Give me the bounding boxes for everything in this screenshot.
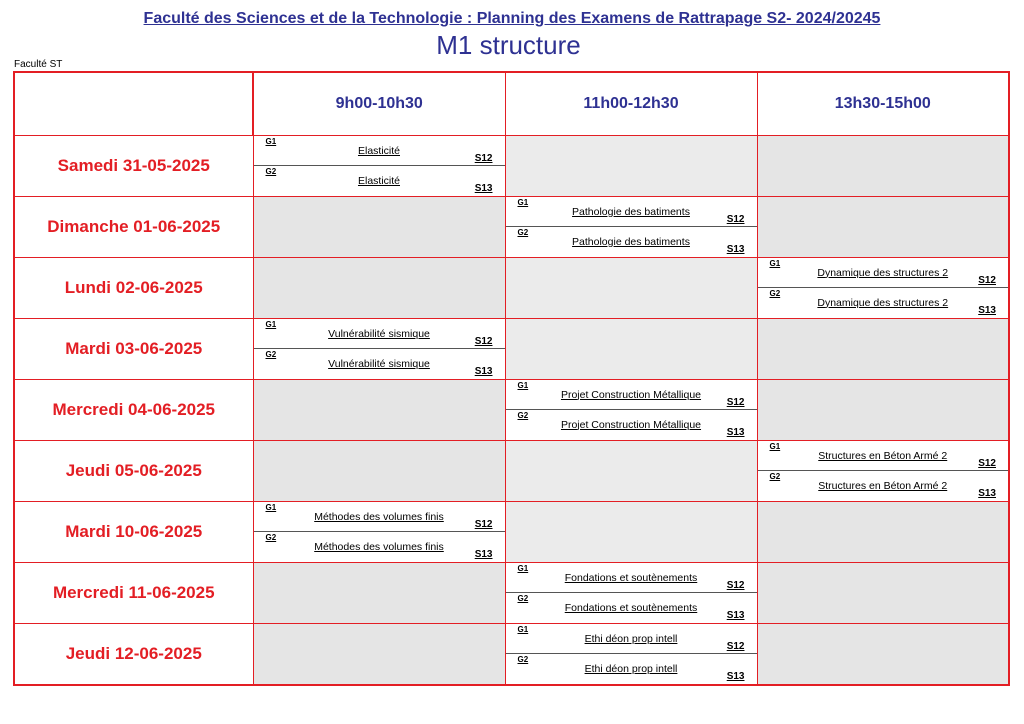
exam-cell	[505, 562, 757, 623]
exam-entry	[506, 624, 757, 654]
room-label: S13	[726, 426, 745, 438]
faculty-label: Faculté ST	[14, 59, 63, 70]
subject-label: Projet Construction Métallique	[560, 418, 702, 431]
room-label: S13	[978, 487, 996, 499]
day-cell: Mercredi 04-06-2025	[14, 379, 253, 440]
subject-label: Structures en Béton Armé 2	[818, 449, 948, 462]
exam-entry	[506, 410, 757, 440]
table-row	[14, 318, 1009, 379]
exam-cell	[505, 379, 757, 440]
day-cell: Jeudi 05-06-2025	[14, 440, 253, 501]
time-slot-header: 9h00-10h30	[253, 72, 505, 135]
subject-label: Structures en Béton Armé 2	[818, 479, 948, 492]
table-row	[14, 623, 1009, 685]
subject-label: Projet Construction Métallique	[560, 388, 702, 401]
room-label: S12	[474, 335, 493, 347]
table-row	[14, 196, 1009, 257]
exam-cell	[757, 440, 1009, 501]
room-label: S13	[474, 548, 493, 560]
group-label: G1	[517, 197, 529, 207]
exam-entry	[254, 532, 505, 562]
exam-cell	[505, 623, 757, 685]
exam-entry	[254, 136, 505, 166]
room-label: S12	[978, 274, 996, 286]
exam-entry	[254, 319, 505, 349]
group-label: G2	[769, 288, 781, 298]
room-label: S13	[474, 182, 493, 194]
exam-entry	[254, 166, 505, 196]
table-row	[14, 135, 1009, 196]
exam-entry	[506, 563, 757, 593]
exam-entry	[506, 380, 757, 410]
subject-label: Vulnérabilité sismique	[328, 327, 430, 340]
group-label: G2	[517, 593, 529, 603]
empty-slot-cell	[253, 562, 505, 623]
empty-slot-cell	[757, 623, 1009, 685]
group-label: G1	[517, 624, 529, 634]
group-label: G1	[769, 258, 781, 268]
exam-cell	[253, 501, 505, 562]
subject-label: Pathologie des batiments	[572, 235, 690, 248]
exam-entry	[758, 441, 1009, 471]
group-label: G1	[517, 380, 529, 390]
room-label: S13	[978, 304, 996, 316]
room-label: S12	[726, 640, 745, 652]
exam-entry	[506, 654, 757, 684]
subject-label: Elasticité	[357, 174, 400, 187]
subject-label: Méthodes des volumes finis	[314, 540, 444, 553]
empty-slot-cell	[505, 501, 757, 562]
empty-slot-cell	[757, 135, 1009, 196]
empty-slot-cell	[757, 501, 1009, 562]
group-label: G2	[517, 410, 529, 420]
empty-slot-cell	[505, 135, 757, 196]
exam-entry	[506, 227, 757, 257]
group-label: G2	[265, 532, 277, 542]
group-label: G2	[265, 349, 277, 359]
document-title: Faculté des Sciences et de la Technologie : Planning des Examens de Rattrapage S2- 2024/20245	[143, 10, 881, 27]
subject-label: Fondations et soutènements	[564, 601, 698, 614]
empty-slot-cell	[757, 196, 1009, 257]
header-corner-cell	[14, 72, 253, 135]
subject-label: Méthodes des volumes finis	[314, 510, 444, 523]
group-label: G2	[265, 166, 277, 176]
subject-label: Elasticité	[357, 144, 400, 157]
exam-entry	[506, 593, 757, 623]
day-cell: Mardi 03-06-2025	[14, 318, 253, 379]
subject-label: Ethi déon prop intell	[584, 662, 678, 675]
empty-slot-cell	[757, 318, 1009, 379]
group-label: G2	[769, 471, 781, 481]
time-slot-header: 11h00-12h30	[505, 72, 757, 135]
day-cell: Jeudi 12-06-2025	[14, 623, 253, 685]
subject-label: Pathologie des batiments	[572, 205, 690, 218]
table-row	[14, 440, 1009, 501]
room-label: S12	[726, 396, 745, 408]
day-cell: Lundi 02-06-2025	[14, 257, 253, 318]
exam-entry	[254, 349, 505, 379]
room-label: S12	[474, 152, 493, 164]
subject-label: Dynamique des structures 2	[817, 266, 949, 279]
group-label: G2	[517, 654, 529, 664]
time-slot-header: 13h30-15h00	[757, 72, 1009, 135]
exam-entry	[758, 471, 1009, 501]
empty-slot-cell	[253, 440, 505, 501]
day-cell: Samedi 31-05-2025	[14, 135, 253, 196]
empty-slot-cell	[253, 257, 505, 318]
empty-slot-cell	[253, 379, 505, 440]
empty-slot-cell	[253, 623, 505, 685]
subject-label: Fondations et soutènements	[564, 571, 698, 584]
subject-label: Vulnérabilité sismique	[328, 357, 430, 370]
exam-entry	[758, 288, 1009, 318]
table-row	[14, 379, 1009, 440]
group-label: G1	[769, 441, 781, 451]
subject-label: Ethi déon prop intell	[584, 632, 678, 645]
empty-slot-cell	[505, 257, 757, 318]
program-title: M1 structure	[436, 30, 581, 60]
table-row	[14, 257, 1009, 318]
empty-slot-cell	[505, 440, 757, 501]
room-label: S12	[726, 213, 745, 225]
group-label: G1	[265, 502, 277, 512]
day-cell: Dimanche 01-06-2025	[14, 196, 253, 257]
exam-cell	[253, 135, 505, 196]
empty-slot-cell	[505, 318, 757, 379]
empty-slot-cell	[757, 562, 1009, 623]
room-label: S12	[474, 518, 493, 530]
table-row	[14, 501, 1009, 562]
exam-cell	[757, 257, 1009, 318]
room-label: S12	[978, 457, 996, 469]
room-label: S13	[726, 609, 745, 621]
room-label: S13	[474, 365, 493, 377]
group-label: G2	[517, 227, 529, 237]
exam-entry	[758, 258, 1009, 288]
empty-slot-cell	[757, 379, 1009, 440]
room-label: S13	[726, 243, 745, 255]
exam-entry	[254, 502, 505, 532]
subject-label: Dynamique des structures 2	[817, 296, 949, 309]
exam-cell	[253, 318, 505, 379]
room-label: S13	[726, 670, 745, 682]
exam-cell	[505, 196, 757, 257]
group-label: G1	[517, 563, 529, 573]
group-label: G1	[265, 319, 277, 329]
room-label: S12	[726, 579, 745, 591]
exam-schedule-table	[13, 71, 1010, 686]
day-cell: Mardi 10-06-2025	[14, 501, 253, 562]
empty-slot-cell	[253, 196, 505, 257]
exam-entry	[506, 197, 757, 227]
header-row	[14, 72, 1009, 135]
table-row	[14, 562, 1009, 623]
group-label: G1	[265, 136, 277, 146]
day-cell: Mercredi 11-06-2025	[14, 562, 253, 623]
